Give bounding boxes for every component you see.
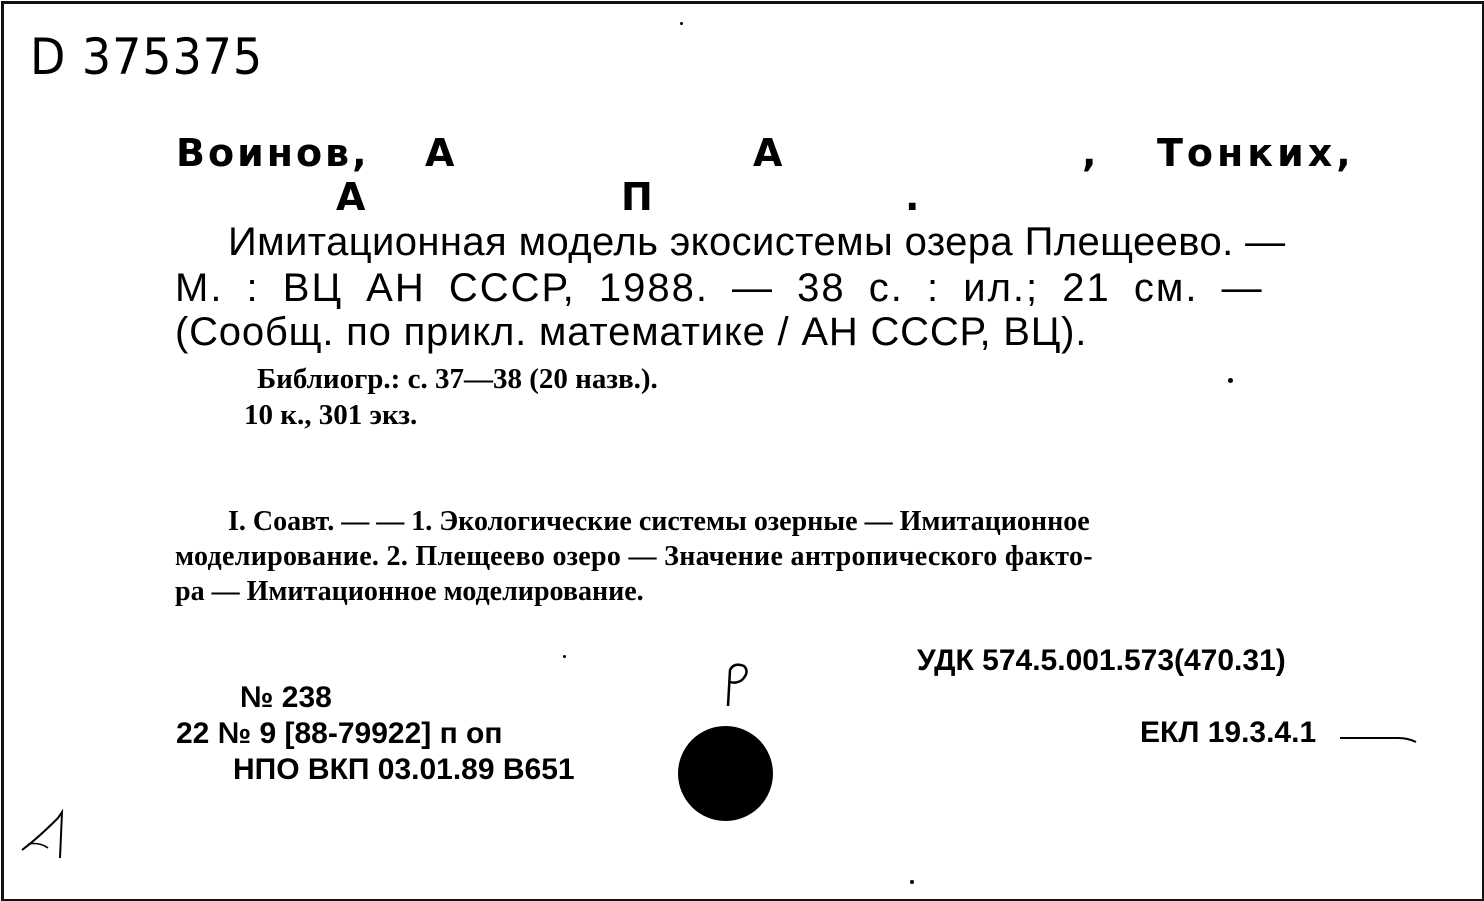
speck-dot bbox=[1228, 378, 1233, 383]
title-line-1: Имитационная модель экосистемы озера Плещеево. — bbox=[228, 220, 1286, 264]
author-comma: , bbox=[1082, 131, 1097, 175]
subject-line-2: моделирование. 2. Плещеево озеро — Значение антропического факто- bbox=[175, 541, 1093, 572]
subject-line-3: ра — Имитационное моделирование. bbox=[175, 576, 644, 607]
coauthor-initial-1: А bbox=[336, 175, 366, 219]
speck-dot bbox=[563, 655, 566, 658]
coauthor-surname: Тонких, bbox=[1157, 131, 1355, 175]
coauthor-initial-2: П bbox=[621, 175, 653, 219]
coauthor-period: . bbox=[905, 175, 920, 219]
catalog-number: D 375375 bbox=[30, 28, 264, 86]
author-initial-1: А bbox=[425, 131, 455, 175]
speck-dot bbox=[680, 22, 683, 25]
speck-dot bbox=[910, 880, 914, 884]
handwritten-mark bbox=[716, 660, 756, 710]
handwritten-number bbox=[18, 808, 78, 868]
subject-line-1: I. Соавт. — — 1. Экологические системы озерные — Имитационное bbox=[228, 506, 1090, 537]
record-registration: 22 № 9 [88-79922] п оп bbox=[176, 717, 503, 750]
record-number: № 238 bbox=[240, 681, 332, 714]
price-copies-note: 10 к., 301 экз. bbox=[244, 399, 418, 431]
title-line-2: М. : ВЦ АН СССР, 1988. — 38 с. : ил.; 21 см. — bbox=[175, 266, 1264, 310]
record-imprint: НПО ВКП 03.01.89 В651 bbox=[233, 753, 575, 786]
punched-hole-stamp bbox=[678, 726, 773, 821]
bibliography-note: Библиогр.: с. 37—38 (20 назв.). bbox=[257, 363, 658, 395]
ekl-underline-stroke bbox=[1338, 728, 1418, 748]
ekl-code: ЕКЛ 19.3.4.1 bbox=[1140, 716, 1317, 749]
udc-code: УДК 574.5.001.573(470.31) bbox=[917, 644, 1286, 677]
author-initial-2: А bbox=[753, 131, 783, 175]
title-line-3: (Сообщ. по прикл. математике / АН СССР, ВЦ). bbox=[175, 310, 1088, 354]
author-surname: Воинов, bbox=[176, 131, 370, 175]
